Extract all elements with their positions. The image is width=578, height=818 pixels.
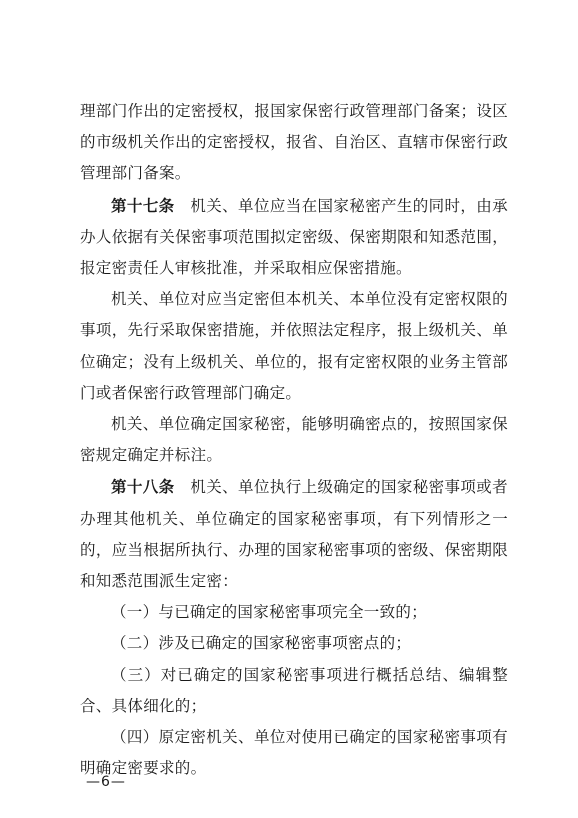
paragraph [80,284,508,409]
list-item [80,722,508,784]
paragraph-text: 理部门作出的定密授权，报国家保密行政管理部门备案；设区的市级机关作出的定密授权，报省、自治区、直辖市保密行政管理部门备案。 [80,102,508,183]
document-body [80,96,508,784]
article-17 [80,190,508,285]
page-number: —6— [86,774,126,790]
list-item [80,660,508,722]
paragraph-text: 机关、单位执行上级确定的国家秘密事项或者办理其他机关、单位确定的国家秘密事项，有下列情形之一的，应当根据所执行、办理的国家秘密事项的密级、保密期限和知悉范围派生定密： [80,478,508,591]
paragraph-text: （四）原定密机关、单位对使用已确定的国家秘密事项有明确定密要求的。 [80,728,508,778]
paragraph [80,409,508,471]
paragraph-text: 机关、单位确定国家秘密，能够明确密点的，按照国家保密规定确定并标注。 [80,415,508,465]
article-18 [80,471,508,597]
paragraph-text: 机关、单位对应当定密但本机关、本单位没有定密权限的事项，先行采取保密措施，并依照法定程序，报上级机关、单位确定；没有上级机关、单位的，报有定密权限的业务主管部门或者保密行政管理部门确定。 [80,290,508,402]
list-item [80,597,508,628]
paragraph-text: （三）对已确定的国家秘密事项进行概括总结、编辑整合、具体细化的； [80,665,508,715]
paragraph-continuation [80,96,508,190]
paragraph-text: （一）与已确定的国家秘密事项完全一致的； [111,603,428,622]
list-item [80,628,508,659]
paragraph-text: 机关、单位应当在国家秘密产生的同时，由承办人依据有关保密事项范围拟定密级、保密期限和知悉范围，报定密责任人审核批准，并采取相应保密措施。 [80,196,508,278]
paragraph-text: （二）涉及已确定的国家秘密事项密点的； [111,634,412,653]
article-title: 第十七条 [111,195,175,215]
article-title: 第十八条 [111,477,175,497]
